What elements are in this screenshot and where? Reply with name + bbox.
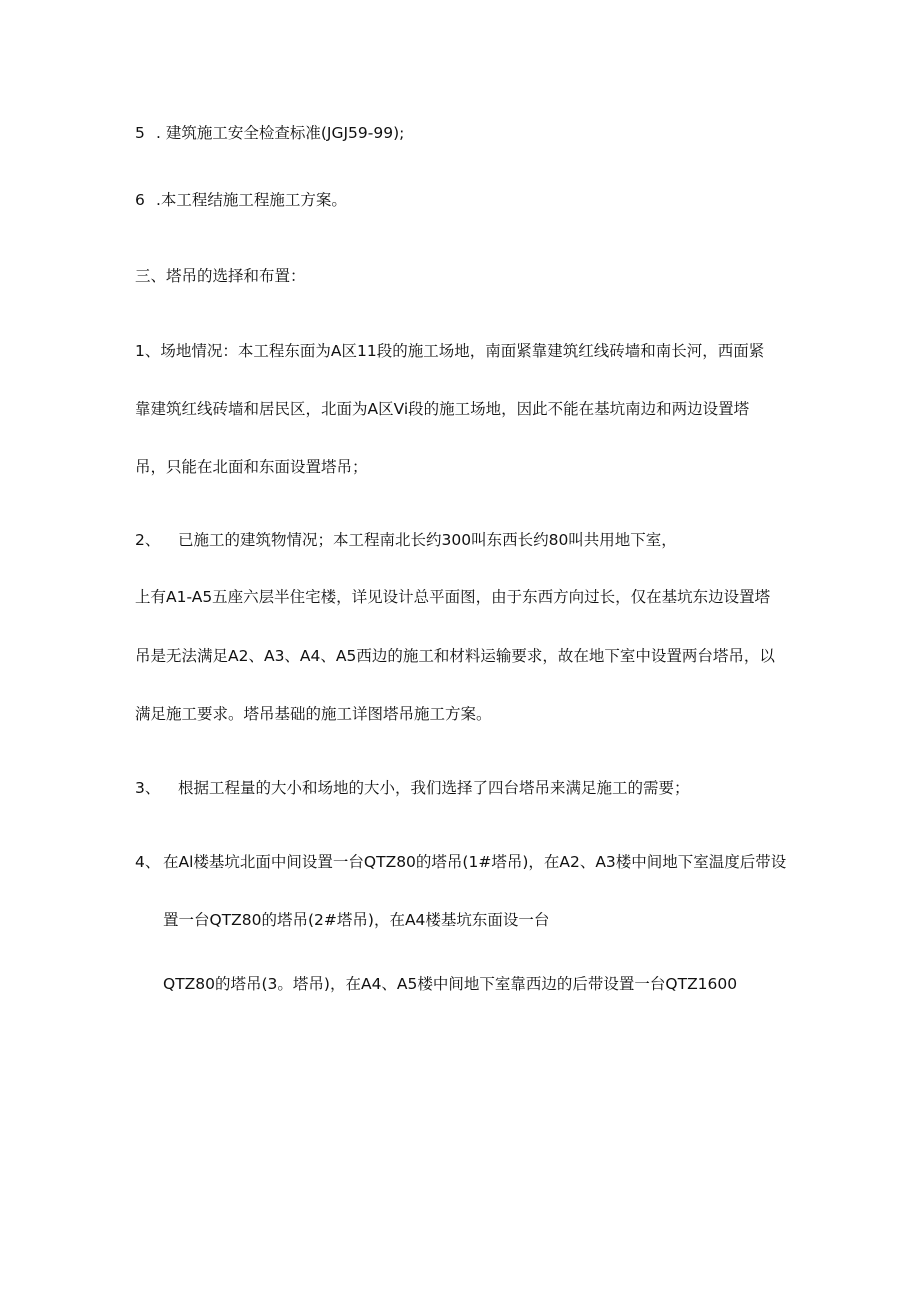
paragraph-number: 4、	[135, 853, 161, 871]
paragraph-text: 1、场地情况：本工程东面为A区11段的施工场地，南面紧靠建筑红线砖墙和南长河，西面紧	[135, 342, 765, 360]
paragraph-text: 靠建筑红线砖墙和居民区，北面为A区Vi段的施工场地，因此不能在基坑南边和两边设置塔	[135, 400, 750, 418]
paragraph-text: 置一台QTZ80的塔吊(2#塔吊)，在A4楼基坑东面设一台	[163, 911, 550, 929]
reference-item-number: 6	[135, 191, 145, 209]
paragraph-text: 满足施工要求。塔吊基础的施工详图塔吊施工方案。	[135, 705, 492, 723]
paragraph-number: 3、	[135, 779, 161, 797]
paragraph-text: 在Al楼基坑北面中间设置一台QTZ80的塔吊(1#塔吊)，在A2、A3楼中间地下室温度后带设	[163, 853, 787, 871]
paragraph-text: 已施工的建筑物情况；本工程南北长约300叫东西长约80叫共用地下室，	[178, 531, 677, 549]
reference-item-text: .本工程结施工程施工方案。	[156, 191, 347, 209]
paragraph-text: 吊是无法满足A2、A3、A4、A5西边的施工和材料运输要求，故在地下室中设置两台塔吊，以	[135, 647, 775, 665]
reference-item-text: . 建筑施工安全检查标准(JGJ59-99);	[156, 124, 405, 142]
paragraph-text: 吊，只能在北面和东面设置塔吊；	[135, 458, 368, 476]
section-heading-text: 三、塔吊的选择和布置：	[135, 267, 306, 285]
paragraph-text: 根据工程量的大小和场地的大小，我们选择了四台塔吊来满足施工的需要；	[178, 779, 690, 797]
paragraph-text: QTZ80的塔吊(3。塔吊)，在A4、A5楼中间地下室靠西边的后带设置一台QTZ1600	[163, 975, 738, 993]
paragraph-text: 上有A1-A5五座六层半住宅楼，详见设计总平面图，由于东西方向过长，仅在基坑东边设置塔	[135, 588, 771, 606]
paragraph-number: 2、	[135, 531, 161, 549]
reference-item-number: 5	[135, 124, 145, 142]
